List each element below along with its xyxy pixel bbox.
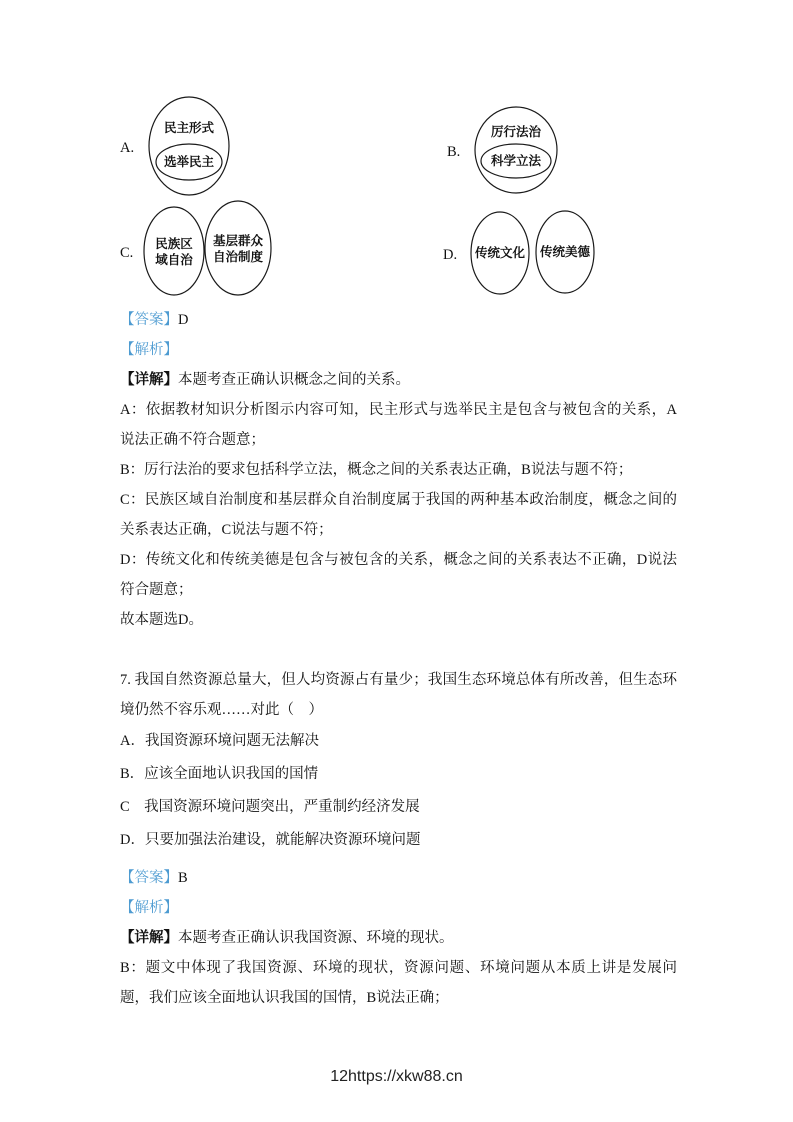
option-b-outer-ellipse (475, 107, 557, 193)
option-d-left-text: 传统文化 (474, 246, 526, 260)
page-number: 12 (330, 1068, 349, 1085)
option-c-right-ellipse (205, 201, 271, 295)
q7-detail-text: 本题考查正确认识我国资源、环境的现状。 (178, 930, 454, 946)
q6-answer-line (120, 305, 677, 335)
q6-point-a: A：依据教材知识分析图示内容可知，民主形式与选举民主是包含与被包含的关系，A说法正确不符合题意； (120, 402, 677, 448)
watermark-url: https://xkw88.cn (348, 1068, 463, 1085)
q6-answer-value: D (178, 312, 189, 328)
q7-answer-tag: 【答案】 (120, 870, 178, 886)
q6-point-d: D：传统文化和传统美德是包含与被包含的关系，概念之间的关系表达不正确，D说法符合题意； (120, 552, 677, 598)
q7-option-c: C 我国资源环境问题突出，严重制约经济发展 (120, 799, 420, 815)
q6-conclusion: 故本题选D。 (120, 612, 203, 628)
option-c-right-text-line1: 基层群众 (212, 234, 264, 248)
page-footer (0, 1068, 793, 1086)
answer-explanation-body (120, 305, 677, 1013)
option-diagrams (0, 0, 793, 320)
option-c-left-text-line1: 民族区 (155, 237, 193, 251)
q7-answer-line (120, 863, 677, 893)
q6-analysis-tag: 【解析】 (120, 342, 178, 358)
q7-stem: 7. 我国自然资源总量大，但人均资源占有量少；我国生态环境总体有所改善，但生态环境仍然不容乐观……对此（ ） (120, 672, 677, 718)
q6-point-c: C：民族区域自治制度和基层群众自治制度属于我国的两种基本政治制度，概念之间的关系表达正确，C说法与题不符； (120, 492, 677, 538)
option-c-right-text-line2: 自治制度 (212, 250, 264, 264)
q7-option-d: D．只要加强法治建设，就能解决资源环境问题 (120, 832, 421, 848)
option-b-outer-text: 厉行法治 (490, 125, 542, 139)
q7-point-b: B：题文中体现了我国资源、环境的现状，资源问题、环境问题从本质上讲是发展问题，我们应该全面地认识我国的国情，B说法正确； (120, 960, 677, 1006)
option-d-right-text: 传统美德 (539, 245, 591, 259)
q7-detail-line (120, 923, 677, 953)
q6-detail-line (120, 365, 677, 395)
q7-analysis-line (120, 893, 677, 923)
option-c-left-ellipse (144, 207, 204, 295)
q7-detail-tag: 【详解】 (120, 930, 178, 946)
q7-answer-value: B (178, 870, 188, 886)
option-b-inner-text: 科学立法 (490, 154, 542, 168)
q6-detail-text: 本题考查正确认识概念之间的关系。 (178, 372, 410, 388)
option-b-label: B. (447, 144, 461, 160)
option-a-inner-text: 选举民主 (163, 155, 215, 169)
option-d-label: D. (443, 247, 458, 263)
q6-answer-tag: 【答案】 (120, 312, 178, 328)
q6-detail-tag: 【详解】 (120, 372, 178, 388)
option-a-outer-text: 民主形式 (163, 121, 215, 135)
q7-option-a: A．我国资源环境问题无法解决 (120, 733, 319, 749)
q6-point-b: B：厉行法治的要求包括科学立法，概念之间的关系表达正确，B说法与题不符； (120, 462, 633, 478)
option-c-label: C. (120, 245, 134, 261)
q6-analysis-line (120, 335, 677, 365)
q7-option-b: B．应该全面地认识我国的国情 (120, 766, 319, 782)
option-c-left-text-line2: 域自治 (155, 253, 193, 267)
q7-analysis-tag: 【解析】 (120, 900, 178, 916)
option-a-label: A. (120, 140, 135, 156)
